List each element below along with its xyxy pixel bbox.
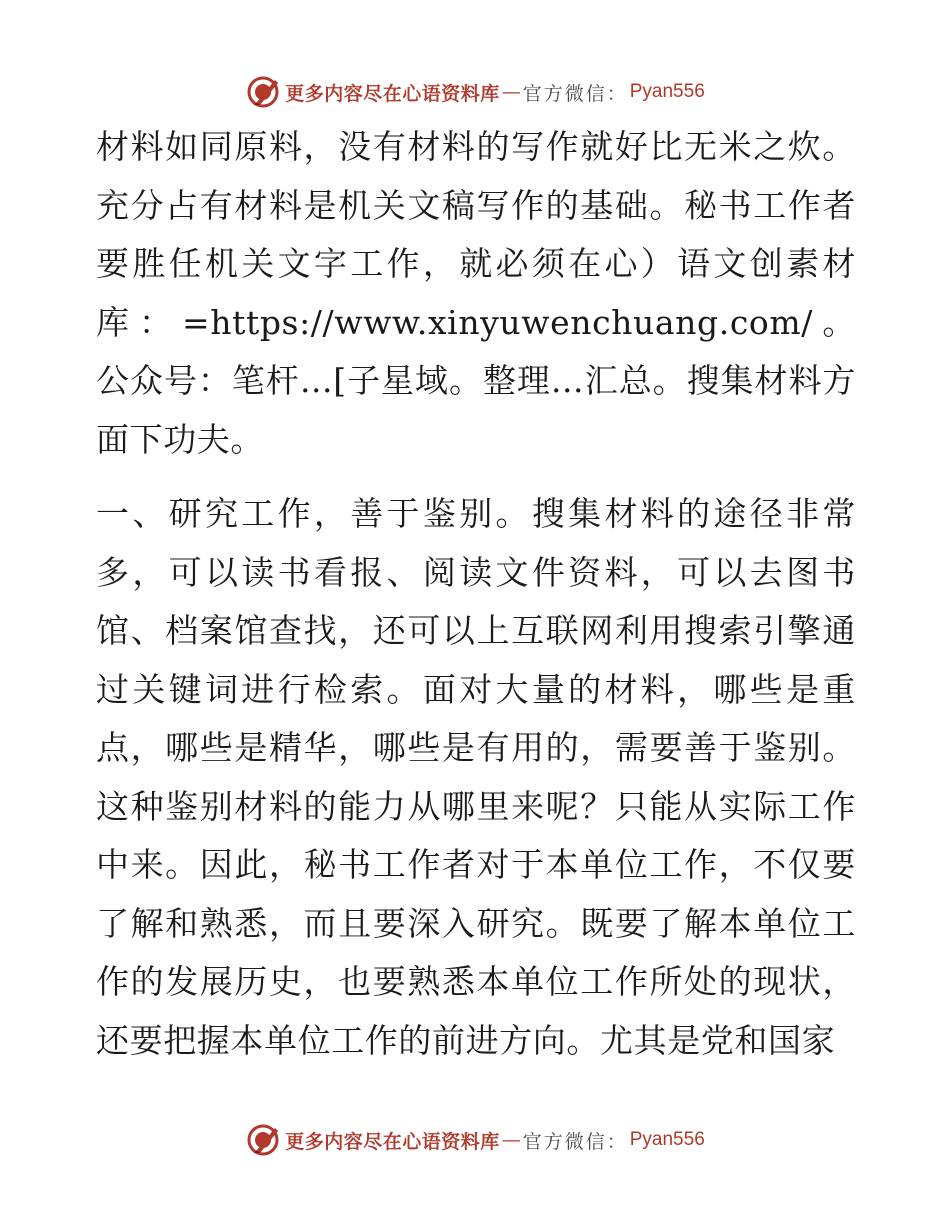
header-wechat-id: Pyan556 bbox=[629, 81, 705, 102]
header-site-title: 更多内容尽在心语资料库 bbox=[285, 82, 500, 105]
header-wechat-label: 官方微信： bbox=[522, 82, 628, 105]
footer-wechat-label: 官方微信： bbox=[522, 1130, 628, 1153]
footer-separator: — bbox=[501, 1129, 521, 1151]
header-separator: — bbox=[501, 81, 521, 103]
header-banner bbox=[0, 72, 950, 112]
pen-logo-icon bbox=[245, 74, 281, 110]
footer-banner bbox=[0, 1120, 950, 1160]
footer-site-title: 更多内容尽在心语资料库 bbox=[285, 1130, 500, 1153]
footer-wechat-id: Pyan556 bbox=[629, 1129, 705, 1150]
pen-logo-icon bbox=[245, 1122, 281, 1158]
document-body bbox=[96, 118, 856, 1070]
paragraph-section-one: 一、研究工作，善于鉴别。搜集材料的途径非常多，可以读书看报、阅读文件资料，可以去图书馆、档案馆查找，还可以上互联网利用搜索引擎通过关键词进行检索。面对大量的材料，哪些是重点，哪些是精华，哪些是有用的，需要善于鉴别。这种鉴别材料的能力从哪里来呢？只能从实际工作中来。因此，秘书工作者对于本单位工作，不仅要了解和熟悉，而且要深入研究。既要了解本单位工作的发展历史，也要熟悉本单位工作所处的现状，还要把握本单位工作的前进方向。尤其是党和国家 bbox=[96, 494, 856, 1060]
paragraph-intro: 材料如同原料，没有材料的写作就好比无米之炊。充分占有材料是机关文稿写作的基础。秘书工作者要胜任机关文字工作，就必须在心）语文创素材库：=https://www.xinyuwenchuang.com/。公众号：笔杆…[子星域。整理…汇总。搜集材料方面下功夫。 bbox=[96, 127, 856, 459]
